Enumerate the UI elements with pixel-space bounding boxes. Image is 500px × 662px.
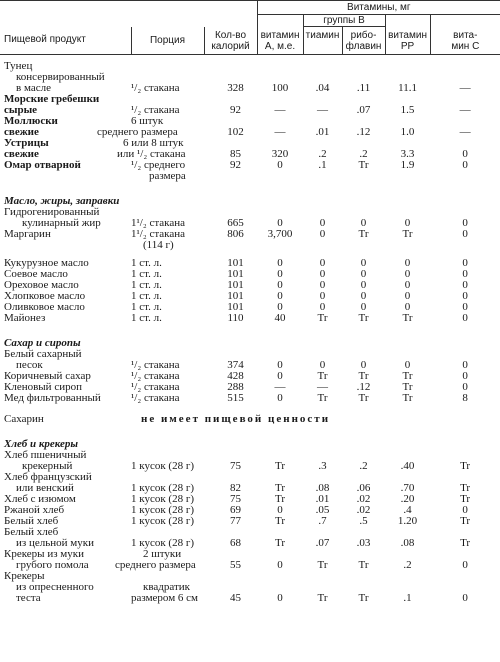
vit-a-value: 0 — [277, 278, 283, 291]
product-name: Мед фильтрованный — [4, 391, 101, 404]
portion-line: 1¹/₂ стакана — [131, 227, 185, 240]
portion: 1 кусок (28 г) — [131, 503, 195, 516]
name-line: Тунец — [4, 59, 33, 72]
c-value: 8 — [462, 391, 468, 404]
portion: ¹/₂ стакана — [131, 380, 180, 393]
product-name: Маргарин — [4, 227, 51, 240]
ribo-value: .2 — [359, 147, 368, 160]
vit-a-value: Tr — [275, 459, 286, 472]
portion: 1 ст. л. — [131, 267, 162, 280]
table-row — [0, 349, 500, 371]
name-line: Хлеб пшеничный — [4, 448, 87, 461]
thiamin-value: 0 — [319, 289, 326, 302]
kcal-value: 328 — [227, 81, 244, 94]
c-value: 0 — [462, 358, 468, 371]
thiamin-value: .01 — [315, 125, 330, 138]
pp-value: 1.5 — [400, 103, 415, 116]
header-kcal-line2: калорий — [211, 40, 250, 52]
pp-value: Tr — [402, 391, 413, 404]
portion — [117, 136, 204, 160]
portion: 1¹/₂ стакана — [131, 216, 185, 229]
vit-a-value: 0 — [277, 591, 283, 604]
name-line: крекерный — [22, 459, 73, 472]
name-line: Белый хлеб — [4, 525, 59, 538]
section-title-row — [0, 338, 500, 349]
table-row — [0, 382, 500, 393]
portion — [131, 571, 204, 604]
portion: ¹/₂ стакана — [131, 103, 180, 116]
ribo-value: 0 — [360, 216, 367, 229]
product-name: Белый хлеб — [4, 514, 59, 527]
vit-a-value: 3,700 — [267, 227, 293, 240]
c-value: 0 — [462, 369, 468, 382]
vit-a-value: 0 — [277, 289, 283, 302]
kcal-value: 75 — [230, 492, 242, 505]
header-c — [430, 27, 500, 55]
portion: 1 кусок (28 г) — [131, 492, 195, 505]
ribo-value: Tr — [358, 311, 369, 324]
portion-line: 2 штуки — [143, 547, 182, 560]
kcal-value: 665 — [227, 216, 244, 229]
c-value: — — [459, 125, 471, 138]
ribo-value: Tr — [358, 591, 369, 604]
table-row — [0, 494, 500, 505]
pp-value: .70 — [400, 481, 415, 494]
c-value: 0 — [462, 147, 468, 160]
product-name: Хлопковое масло — [4, 289, 86, 302]
product-name — [0, 472, 131, 494]
fats-rows — [0, 258, 500, 324]
c-value: 0 — [462, 256, 468, 269]
portion: 1 кусок (28 г) — [131, 481, 195, 494]
c-value: 0 — [462, 289, 468, 302]
portion-line: квадратик — [143, 580, 191, 593]
table-row — [0, 116, 500, 138]
c-value: Tr — [460, 536, 471, 549]
name-line: Крекеры из муки — [4, 547, 84, 560]
product-name — [0, 450, 131, 472]
thiamin-value: 0 — [319, 358, 326, 371]
pp-value: 11.1 — [398, 81, 417, 94]
ribo-value: Tr — [358, 391, 369, 404]
c-value: Tr — [460, 492, 471, 505]
kcal-value: 101 — [227, 300, 244, 313]
name-line: Устрицы — [4, 136, 49, 149]
product-name — [0, 207, 131, 229]
name-line: песок — [16, 358, 43, 371]
thiamin-value: 0 — [319, 300, 326, 313]
saccharin-note: не имеет пищевой ценности — [141, 412, 331, 425]
product-name — [0, 349, 131, 371]
portion: 1 ст. л. — [131, 256, 162, 269]
kcal-value: 69 — [230, 503, 242, 516]
ribo-value: .2 — [359, 459, 368, 472]
vit-a-value: Tr — [275, 536, 286, 549]
table-row — [0, 414, 500, 425]
kcal-value: 101 — [227, 278, 244, 291]
thiamin-value: 0 — [319, 227, 326, 240]
vit-a-value: — — [274, 103, 286, 116]
portion: 1 ст. л. — [131, 278, 162, 291]
c-value: 0 — [462, 278, 468, 291]
ribo-value: 0 — [360, 267, 367, 280]
ribo-value: .02 — [356, 503, 371, 516]
name-line: Хлеб французский — [4, 470, 92, 483]
thiamin-value: .07 — [315, 536, 330, 549]
table-row — [0, 393, 500, 404]
pp-value: 0 — [404, 216, 411, 229]
ribo-value: .11 — [356, 81, 371, 94]
c-value: 0 — [462, 300, 468, 313]
pp-value: .20 — [400, 492, 415, 505]
kcal-value: 55 — [230, 558, 242, 571]
c-value: — — [459, 81, 471, 94]
header-product: Пищевой продукт — [0, 27, 131, 55]
thiamin-value: .3 — [318, 459, 327, 472]
header-cell — [385, 15, 430, 27]
portion-line: 6 или 8 штук — [123, 136, 184, 149]
header-spacer — [0, 15, 257, 27]
header-portion: Порция — [131, 27, 204, 55]
table-row — [0, 207, 500, 229]
ribo-value: 0 — [360, 278, 367, 291]
kcal-value: 75 — [230, 459, 242, 472]
product-name — [0, 61, 131, 94]
ribo-value: Tr — [358, 558, 369, 571]
product-name: Кленовый сироп — [4, 380, 82, 393]
pp-value: 1.20 — [397, 514, 418, 527]
name-line: Моллюски — [4, 114, 58, 127]
header-kcal-line1: Кол-во — [214, 29, 247, 41]
vit-a-value: 0 — [277, 558, 283, 571]
product-name — [0, 94, 131, 116]
thiamin-value: Tr — [317, 311, 328, 324]
product-name: Омар отварной — [4, 158, 81, 171]
portion: 1 кусок (28 г) — [131, 514, 195, 527]
product-name — [0, 571, 131, 604]
c-value: Tr — [460, 481, 471, 494]
pp-value: 1.0 — [400, 125, 415, 138]
vit-a-value: 0 — [277, 391, 283, 404]
name-line: Гидрогенированный — [4, 205, 100, 218]
table-row — [0, 450, 500, 472]
vit-a-value: 0 — [277, 358, 283, 371]
portion-line: размера — [149, 169, 186, 182]
ribo-value: .06 — [356, 481, 371, 494]
vit-a-value: 0 — [277, 503, 283, 516]
thiamin-value: .08 — [315, 481, 330, 494]
thiamin-value: — — [317, 103, 329, 116]
vit-a-value: Tr — [275, 481, 286, 494]
pp-value: 0 — [404, 358, 411, 371]
table-row — [0, 229, 500, 251]
pp-value: .08 — [400, 536, 415, 549]
table-row — [0, 516, 500, 527]
product-name: Майонез — [4, 311, 46, 324]
product-name — [0, 138, 131, 160]
portion-line: или ¹/₂ стакана — [117, 147, 186, 160]
portion — [131, 160, 204, 182]
ribo-value: .12 — [356, 125, 371, 138]
section-title-row — [0, 439, 500, 450]
thiamin-value: .01 — [315, 492, 330, 505]
product-name: Сахарин — [4, 412, 44, 425]
portion-line: среднего размера — [115, 558, 196, 571]
c-value: 0 — [462, 267, 468, 280]
sugar-rows — [0, 371, 500, 404]
vit-a-value: 0 — [277, 369, 283, 382]
section-title: Масло, жиры, заправки — [4, 194, 120, 207]
pp-value: .1 — [403, 591, 412, 604]
pp-value: .4 — [403, 503, 412, 516]
table-row — [0, 258, 500, 269]
header-top-left — [0, 1, 257, 15]
kcal-value: 102 — [227, 125, 244, 138]
product-name — [0, 527, 131, 549]
header-pp-line2: РР — [400, 40, 415, 52]
table-row — [0, 269, 500, 280]
name-line: консервированный — [16, 70, 105, 83]
header-pp — [385, 27, 430, 55]
pp-value: 0 — [404, 267, 411, 280]
thiamin-value: Tr — [317, 591, 328, 604]
name-line: теста — [16, 591, 41, 604]
thiamin-value: .2 — [318, 147, 327, 160]
table-row — [0, 160, 500, 182]
ribo-value: Tr — [358, 369, 369, 382]
header-cell — [430, 15, 500, 27]
name-line: грубого помола — [16, 558, 89, 571]
pp-value: Tr — [402, 311, 413, 324]
product-name: Кукурузное масло — [4, 256, 89, 269]
kcal-value: 77 — [230, 514, 242, 527]
pp-value: Tr — [402, 369, 413, 382]
product-name: Ржаной хлеб — [4, 503, 65, 516]
vit-a-value: 100 — [271, 81, 289, 94]
pp-value: .40 — [400, 459, 415, 472]
name-line: сырые — [4, 103, 38, 116]
vit-a-value: 0 — [277, 216, 283, 229]
pp-value: 3.3 — [400, 147, 415, 160]
portion-line: 6 штук — [131, 114, 164, 127]
c-value: Tr — [460, 514, 471, 527]
portion — [97, 114, 204, 138]
header-vitamins: Витамины, мг — [257, 1, 500, 15]
header-c-line2: мин С — [451, 40, 480, 52]
c-value: 0 — [462, 380, 468, 393]
kcal-value: 101 — [227, 256, 244, 269]
pp-value: 0 — [404, 278, 411, 291]
pp-value: 0 — [404, 289, 411, 302]
ribo-value: 0 — [360, 358, 367, 371]
portion — [131, 229, 204, 251]
kcal-value: 101 — [227, 289, 244, 302]
header-c-line1: вита- — [453, 29, 478, 41]
portion: ¹/₂ стакана — [131, 358, 180, 371]
ribo-value: .5 — [359, 514, 368, 527]
kcal-value: 374 — [227, 358, 244, 371]
vit-a-value: Tr — [275, 514, 286, 527]
kcal-value: 806 — [227, 227, 244, 240]
thiamin-value: .04 — [315, 81, 330, 94]
header-group-b: группы В — [303, 15, 385, 27]
product-name: Ореховое масло — [4, 278, 79, 291]
header-kcal — [204, 27, 257, 55]
portion: 1 кусок (28 г) — [131, 459, 195, 472]
name-line: свежие — [4, 125, 39, 138]
thiamin-value: .1 — [318, 158, 327, 171]
section-title: Хлеб и крекеры — [4, 437, 79, 450]
c-value: 0 — [462, 158, 468, 171]
name-line: из цельной муки — [16, 536, 94, 549]
kcal-value: 92 — [230, 103, 242, 116]
pp-value: Tr — [402, 380, 413, 393]
kcal-value: 428 — [227, 369, 244, 382]
vit-a-value: 0 — [277, 158, 283, 171]
ribo-value: .07 — [356, 103, 371, 116]
table-row — [0, 61, 500, 94]
c-value: 0 — [462, 591, 468, 604]
table-row — [0, 302, 500, 313]
portion: ¹/₂ стакана — [131, 369, 180, 382]
kcal-value: 101 — [227, 267, 244, 280]
table-row — [0, 371, 500, 382]
product-name: Соевое масло — [4, 267, 68, 280]
header-cell — [257, 15, 303, 27]
kcal-value: 515 — [227, 391, 244, 404]
name-line: свежие — [4, 147, 39, 160]
ribo-value: .03 — [356, 536, 371, 549]
portion — [115, 547, 204, 571]
name-line: Крекеры — [4, 569, 45, 582]
thiamin-value: Tr — [317, 391, 328, 404]
header-vit-a — [257, 27, 303, 55]
table-row — [0, 138, 500, 160]
pp-value: 0 — [404, 256, 411, 269]
vit-a-value: — — [274, 125, 286, 138]
product-name: Коричневый сахар — [4, 369, 91, 382]
name-line: Белый сахарный — [4, 347, 82, 360]
pp-value: Tr — [402, 227, 413, 240]
c-value: 0 — [462, 227, 468, 240]
portion: ¹/₂ стакана — [131, 391, 180, 404]
ribo-value: 0 — [360, 289, 367, 302]
name-line: в масле — [16, 81, 51, 94]
ribo-value: .02 — [356, 492, 371, 505]
kcal-value: 68 — [230, 536, 242, 549]
section-title: Сахар и сиропы — [4, 336, 81, 349]
ribo-value: .12 — [356, 380, 371, 393]
thiamin-value: Tr — [317, 369, 328, 382]
header-pp-line1: витамин — [388, 29, 427, 41]
header-vit-a-line1: витамин — [260, 29, 300, 41]
thiamin-value: 0 — [319, 267, 326, 280]
portion: 1 ст. л. — [131, 300, 162, 313]
name-line: из опресненного — [16, 580, 94, 593]
ribo-value: 0 — [360, 256, 367, 269]
thiamin-value: 0 — [319, 256, 326, 269]
header-ribo-line1: рибо- — [350, 30, 377, 41]
vit-a-value: — — [274, 380, 286, 393]
product-name — [0, 549, 131, 571]
portion: 1 ст. л. — [131, 311, 162, 324]
vit-a-value: 40 — [274, 311, 286, 324]
table-row — [0, 571, 500, 604]
section-title-row — [0, 196, 500, 207]
name-line: Морские гребешки — [4, 92, 100, 105]
vit-a-value: 0 — [277, 256, 283, 269]
vit-a-value: 320 — [271, 147, 289, 160]
pp-value: .2 — [403, 558, 412, 571]
portion-line: среднего размера — [97, 125, 178, 138]
vit-a-value: 0 — [277, 267, 283, 280]
table-row — [0, 549, 500, 571]
kcal-value: 288 — [227, 380, 244, 393]
name-line: кулинарный жир — [22, 216, 101, 229]
pp-value: 1.9 — [400, 158, 415, 171]
kcal-value: 85 — [230, 147, 242, 160]
c-value: 0 — [462, 503, 468, 516]
table-row — [0, 527, 500, 549]
portion-line: (114 г) — [143, 238, 174, 251]
product-name: Хлеб с изюмом — [4, 492, 76, 505]
product-name: Оливковое масло — [4, 300, 85, 313]
thiamin-value: .7 — [318, 514, 327, 527]
portion: 1 ст. л. — [131, 289, 162, 302]
thiamin-value: 0 — [319, 216, 326, 229]
c-value: Tr — [460, 459, 471, 472]
ribo-value: Tr — [358, 227, 369, 240]
kcal-value: 92 — [230, 158, 242, 171]
table-row — [0, 505, 500, 516]
pp-value: 0 — [404, 300, 411, 313]
portion: ¹/₂ стакана — [131, 81, 180, 94]
header-thiamin: тиамин — [303, 27, 342, 55]
portion-line: ¹/₂ среднего — [131, 158, 186, 171]
header-ribo — [342, 27, 385, 55]
c-value: 0 — [462, 311, 468, 324]
c-value: 0 — [462, 216, 468, 229]
table-row — [0, 472, 500, 494]
ribo-value: 0 — [360, 300, 367, 313]
thiamin-value: — — [317, 380, 329, 393]
thiamin-value: .05 — [315, 503, 330, 516]
c-value: 0 — [462, 558, 468, 571]
header-ribo-line2: флавин — [345, 41, 382, 52]
c-value: — — [459, 103, 471, 116]
vit-a-value: 0 — [277, 300, 283, 313]
portion-line: размером 6 см — [131, 591, 199, 604]
header-vit-a-line2: А, м.е. — [264, 40, 296, 52]
kcal-value: 45 — [230, 591, 242, 604]
vit-a-value: Tr — [275, 492, 286, 505]
table-row — [0, 94, 500, 116]
ribo-value: Tr — [358, 158, 369, 171]
kcal-value: 110 — [227, 311, 244, 324]
thiamin-value: Tr — [317, 558, 328, 571]
table-row — [0, 280, 500, 291]
table-row — [0, 291, 500, 302]
kcal-value: 82 — [230, 481, 242, 494]
thiamin-value: 0 — [319, 278, 326, 291]
portion: 1 кусок (28 г) — [131, 536, 195, 549]
table-row — [0, 313, 500, 324]
name-line: или венский — [16, 481, 74, 494]
